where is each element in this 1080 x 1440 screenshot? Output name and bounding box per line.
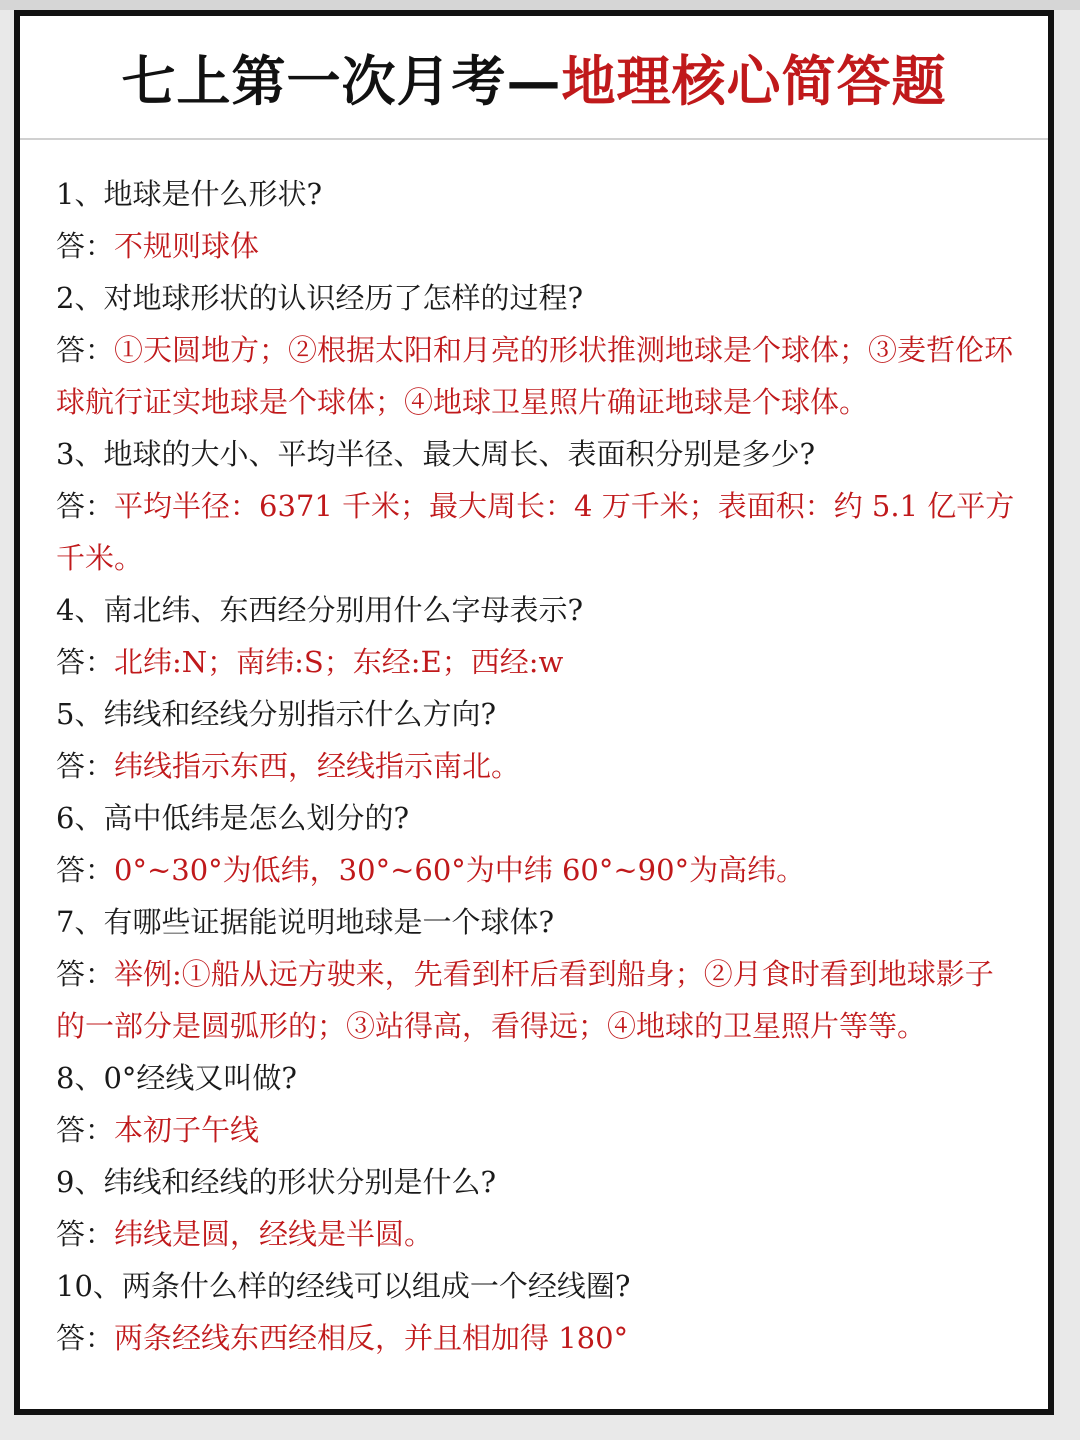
answer-5 <box>56 740 1020 792</box>
question-4: 4、南北纬、东西经分别用什么字母表示? <box>56 593 583 627</box>
question-10: 10、两条什么样的经线可以组成一个经线圈? <box>56 1269 631 1303</box>
answer-prefix: 答： <box>56 853 115 887</box>
answer-4 <box>56 636 1020 688</box>
question-2: 2、对地球形状的认识经历了怎样的过程? <box>56 281 583 315</box>
question-3: 3、地球的大小、平均半径、最大周长、表面积分别是多少? <box>56 437 815 471</box>
answer-text: 本初子午线 <box>114 1113 260 1147</box>
answer-prefix: 答： <box>56 957 115 991</box>
qa-list <box>20 140 1048 1364</box>
answer-10 <box>56 1312 1020 1364</box>
answer-text: 0°~30°为低纬，30°~60°为中纬 60°~90°为高纬。 <box>114 853 806 887</box>
answer-prefix: 答： <box>56 1321 115 1355</box>
answer-text: ①天圆地方；②根据太阳和月亮的形状推测地球是个球体；③麦哲伦环球航行证实地球是个球体；④地球卫星照片确证地球是个球体。 <box>56 333 1014 419</box>
answer-1 <box>56 220 1020 272</box>
title-bar <box>20 16 1048 140</box>
answer-prefix: 答： <box>56 749 115 783</box>
question-7: 7、有哪些证据能说明地球是一个球体? <box>56 905 554 939</box>
question-8: 8、0°经线又叫做? <box>56 1061 297 1095</box>
title-red-part: 地理核心简答题 <box>561 48 947 113</box>
answer-text: 北纬:N；南纬:S；东经:E；西经:w <box>114 645 564 679</box>
answer-prefix: 答： <box>56 229 115 263</box>
answer-6 <box>56 844 1020 896</box>
answer-text: 不规则球体 <box>114 229 260 263</box>
answer-text: 纬线是圆，经线是半圆。 <box>114 1217 434 1251</box>
answer-text: 举例:①船从远方驶来，先看到杆后看到船身；②月食时看到地球影子的一部分是圆弧形的；③站得高，看得远；④地球的卫星照片等等。 <box>56 957 994 1043</box>
question-5: 5、纬线和经线分别指示什么方向? <box>56 697 496 731</box>
answer-text: 两条经线东西经相反，并且相加得 180° <box>114 1321 629 1355</box>
answer-text: 平均半径：6371 千米；最大周长：4 万千米；表面积：约 5.1 亿平方千米。 <box>56 489 1015 575</box>
answer-text: 纬线指示东西，经线指示南北。 <box>114 749 521 783</box>
document-frame <box>14 10 1054 1415</box>
answer-7 <box>56 948 1020 1052</box>
answer-3 <box>56 480 1020 584</box>
answer-prefix: 答： <box>56 489 115 523</box>
answer-prefix: 答： <box>56 1113 115 1147</box>
answer-2 <box>56 324 1020 428</box>
title-black-part: 七上第一次月考— <box>121 48 562 113</box>
answer-prefix: 答： <box>56 333 115 367</box>
question-1: 1、地球是什么形状? <box>56 177 322 211</box>
answer-prefix: 答： <box>56 1217 115 1251</box>
answer-prefix: 答： <box>56 645 115 679</box>
answer-8 <box>56 1104 1020 1156</box>
question-6: 6、高中低纬是怎么划分的? <box>56 801 409 835</box>
page-title <box>122 39 947 116</box>
answer-9 <box>56 1208 1020 1260</box>
top-strip <box>0 0 1080 10</box>
question-9: 9、纬线和经线的形状分别是什么? <box>56 1165 496 1199</box>
